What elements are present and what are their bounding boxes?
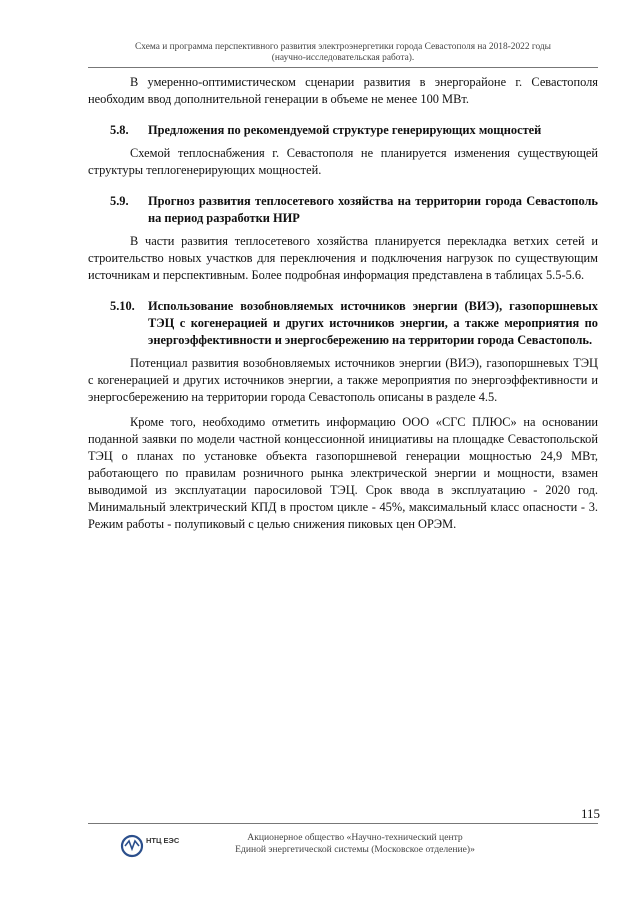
footer-organization <box>205 832 505 856</box>
logo-text: НТЦ ЕЭС <box>146 836 180 845</box>
section-title: Использование возобновляемых источников энергии (ВИЭ), газопоршневых ТЭЦ с когенерацией и других источников энергии, а также мероприятия по энергоэффективности и энергосбережению на территории города Севастополь. <box>148 299 598 347</box>
section-5-10 <box>88 298 598 533</box>
section-title: Предложения по рекомендуемой структуре генерирующих мощностей <box>148 123 542 137</box>
footer-line-1: Акционерное общество «Научно-технический центр <box>247 832 463 843</box>
section-5-8 <box>88 122 598 179</box>
running-header <box>88 42 598 64</box>
section-number: 5.9. <box>110 194 129 208</box>
intro-paragraph: В умеренно-оптимистическом сценарии развития в энергорайоне г. Севастополя необходим ввод дополнительной генерации в объеме не менее 100 МВт. <box>88 75 598 106</box>
footer-line-2: Единой энергетической системы (Московское отделение)» <box>235 844 475 855</box>
section-5-9 <box>88 193 598 284</box>
paragraph: Потенциал развития возобновляемых источников энергии (ВИЭ), газопоршневых ТЭЦ с когенерацией и других источников энергии, а также мероприятия по энергоэффективности и энергосбережению на территории города Севастополь описаны в разделе 4.5. <box>88 356 598 404</box>
paragraph: Схемой теплоснабжения г. Севастополя не планируется изменения существующей структуры теплогенерирующих мощностей. <box>88 146 598 177</box>
footer-rule <box>88 823 598 824</box>
header-line-2: (научно-исследовательская работа). <box>271 53 415 63</box>
paragraph: В части развития теплосетевого хозяйства планируется перекладка ветхих сетей и строительство новых участков для переключения и подключения нагрузок по существующим источникам и перспективным. Более подробная информация представлена в таблицах 5.5-5.6. <box>88 234 598 282</box>
section-number: 5.8. <box>110 123 129 137</box>
logo-icon <box>120 832 146 860</box>
paragraph: Кроме того, необходимо отметить информацию ООО «СГС ПЛЮС» на основании поданной заявки по модели частной концессионной инициативы на площадке Севастопольской ТЭЦ о планах по установке объекта газопоршневой генерации мощностью 24,9 МВт, работающего по правилам розничного рынка электрической энергии и мощности, взамен выводимой из эксплуатации паросиловой ТЭЦ. Срок ввода в эксплуатацию - 2020 год. Минимальный электрический КПД в простом цикле - 45%, максимальный класс опасности - 3. Режим работы - полупиковый с целью снижения пиковых цен ОРЭМ. <box>88 415 598 531</box>
section-number: 5.10. <box>110 299 135 313</box>
section-heading <box>88 193 598 227</box>
company-logo <box>120 832 180 860</box>
header-rule <box>88 67 598 68</box>
section-title: Прогноз развития теплосетевого хозяйства на территории города Севастополь на период разработки НИР <box>148 194 598 225</box>
header-line-1: Схема и программа перспективного развития электроэнергетики города Севастополя на 2018-2022 годы <box>135 42 551 52</box>
section-heading <box>88 298 598 349</box>
section-heading <box>88 122 598 139</box>
page-number: 115 <box>580 806 600 821</box>
page-content <box>88 74 598 533</box>
